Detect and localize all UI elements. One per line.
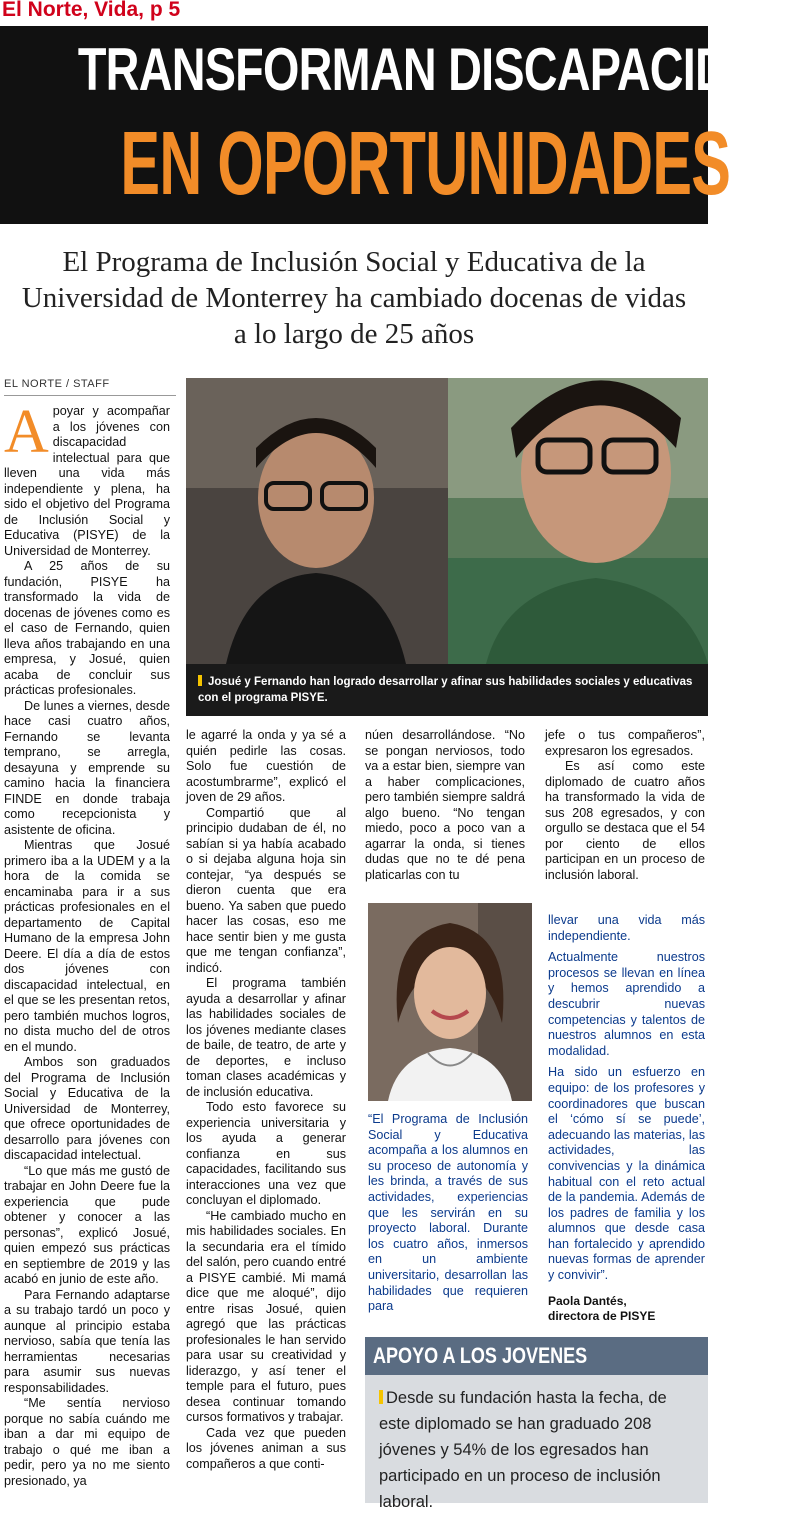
quote-author-role: directora de PISYE <box>548 1308 656 1323</box>
paragraph: Compartió que al principio dudaban de él, no sabían si ya había acabado o si dejaba alguna hoja sin contejar, “ya después se dieron cuenta que era bueno. Ya saben que puedo hacer las cosas, eso me hace sentir bien y me gusta que me tengan confianza”, indicó. <box>186 805 346 975</box>
quote-paragraph: llevar una vida más independiente. <box>548 913 705 943</box>
subheadline: El Programa de Inclusión Social y Educativa de la Universidad de Monterrey ha cambiado docenas de vidas a lo largo de 25 años <box>21 246 687 350</box>
paragraph: “Me sentía nervioso porque no sabía cuándo me iban a dar mi equipo de trabajo o qué me iban a pedir, pero ya no me siento presionado, ya <box>4 1396 170 1488</box>
source-label: El Norte, Vida, p 5 <box>2 0 181 21</box>
caption-marker <box>198 675 202 686</box>
quote-paragraph: Actualmente nuestros procesos se llevan en línea y hemos aprendido a descubrir nuevas competencias y talentos de nuestros alumnos en esta modalidad. <box>548 950 705 1058</box>
paragraph: jefe o tus compañeros”, expresaron los egresados. <box>545 728 705 758</box>
sidebar-title: APOYO A LOS JOVENES <box>365 1337 708 1375</box>
paragraph: Cada vez que pueden los jóvenes animan a sus compañeros a que conti- <box>186 1425 346 1471</box>
paragraph: “He cambiado mucho en mis habilidades sociales. En la secundaria era el tímido del salón, pero cuando entré a PISYE cambié. Mi mamá dice que me aloqué”, dijo entre risas Josué, quien agregó que las prácticas profesionales le han servido para usar su creatividad y liderazgo, y así tener el temple para el futuro, pues desea continuar tomando cursos formativos y trabajar. <box>186 1208 346 1424</box>
paragraph: De lunes a viernes, desde hace casi cuatro años, Fernando se levanta temprano, se arregla, desayuna y emprende su camino hacia la financiera FINDE en donde trabaja como recepcionista y asistente de oficina. <box>4 698 170 837</box>
paragraph: le agarré la onda y ya sé a quién pedirle las cosas. Solo fue cuestión de acostumbrarme”, explicó el joven de 29 años. <box>186 728 346 804</box>
paragraph: Ambos son graduados del Programa de Inclusión Social y Educativa de la Universidad de Monterrey, que ofrece oportunidades de desarrollo para jóvenes con discapacidad intelectual. <box>4 1055 170 1162</box>
photo-paola-dantes <box>368 903 532 1101</box>
headline-line2: EN OPORTUNIDADES <box>120 114 731 214</box>
sidebar-text: Desde su fundación hasta la fecha, de este diplomado se han graduado 208 jóvenes y 54% de los egresados han participado en un proceso de inclusión laboral. <box>379 1389 667 1511</box>
headline-line1: TRANSFORMAN DISCAPACIDAD <box>77 36 794 103</box>
quote-author-name: Paola Dantés, <box>548 1293 627 1308</box>
drop-cap: A <box>4 398 49 466</box>
paragraph: núen desarrollándose. “No se pongan nerviosos, todo va a estar bien, siempre van a haber complicaciones, pero también siempre saldrá algo bueno. “No tengan miedo, poco a poco van a agarrar la onda, si tienes dudas que no te dé pena platicarlas con tu <box>365 728 525 882</box>
quote-paragraph: Ha sido un esfuerzo en equipo: de los profesores y coordinadores que buscan el ‘cómo sí se puede’, adecuando las materias, las actividades, las convivencias y la dinámica habitual con el reto actual de la pandemia. Además de los padres de familia y los alumnos que desde casa han fortalecido y aprendido nuevas formas de aprender y convivir”. <box>548 1065 705 1283</box>
quote-attribution <box>548 1294 705 1324</box>
paragraph: A 25 años de su fundación, PISYE ha transformado la vida de docenas de jóvenes como es el caso de Fernando, quien lleva años trabajando en una empresa, y Josué, quien acaba de concluir sus prácticas profesionales. <box>4 559 170 697</box>
article-column-4 <box>545 728 705 898</box>
article-column-3 <box>365 728 525 888</box>
paragraph: Mientras que Josué primero iba a la UDEM y a la hora de la comida se encaminaba para ir a sus prácticas profesionales en el departamento de Capital Humano de la empresa John Deere. El día a día de estos dos jóvenes con discapacidad intelectual, en el que se les presentan retos, pero también muchos logros, no dista mucho del de otros en el mundo. <box>4 838 170 1054</box>
paragraph: El programa también ayuda a desarrollar y afinar las habilidades sociales de los jóvenes mediante clases de baile, de teatro, de arte y de deportes, e incluso toman clases académicas y de inclusión educativa. <box>186 976 346 1099</box>
paragraph: “Lo que más me gustó de trabajar en John Deere fue la experiencia que pude obtener y conocer a las personas”, explicó Josué, quien empezó sus prácticas en septiembre de 2019 y las acabó en junio de este año. <box>4 1163 170 1286</box>
article-column-1 <box>4 398 170 1503</box>
sidebar-body <box>365 1375 708 1511</box>
paragraph: Todo esto favorece su experiencia universitaria y los ayuda a generar confianza en sus capacidades, facilitando sus interacciones una vez que concluyan el diplomado. <box>186 1100 346 1207</box>
article-column-2 <box>186 728 346 1503</box>
pull-quote-continued <box>548 913 705 1325</box>
pull-quote: “El Programa de Inclusión Social y Educativa acompaña a los alumnos en su proceso de autonomía y les brinda, a través de sus actividades, experiencias que les servirán en su proyecto laboral. Durante los cuatro años, inmersos en un ambiente universitario, desarrollan las habilidades que requieren para <box>368 1112 528 1314</box>
paragraph: Apoyar y acompañar a los jóvenes con discapacidad intelectual para que lleven una vida más independiente y plena, ha sido el objetivo del Programa de Inclusión Social y Educativa (PISYE) de la Universidad de Monterrey. <box>4 398 170 558</box>
byline-rule <box>4 395 176 396</box>
photo-caption: Josué y Fernando han logrado desarrollar y afinar sus habilidades sociales y educativas con el programa PISYE. <box>186 664 708 716</box>
paragraph: Es así como este diplomado de cuatro años ha transformado la vida de sus 208 egresados, y con orgullo se destaca que el 54 por ciento de ellos participan en un proceso de inclusión laboral. <box>545 759 705 882</box>
photo-josue-fernando <box>186 378 708 664</box>
paragraph: Para Fernando adaptarse a su trabajo tardó un poco y aunque al principio estaba nervioso, sabía que tenía las herramientas necesarias para asumir sus nuevas responsabilidades. <box>4 1287 170 1395</box>
sidebar-marker <box>379 1390 383 1404</box>
byline: EL NORTE / STAFF <box>4 378 110 390</box>
